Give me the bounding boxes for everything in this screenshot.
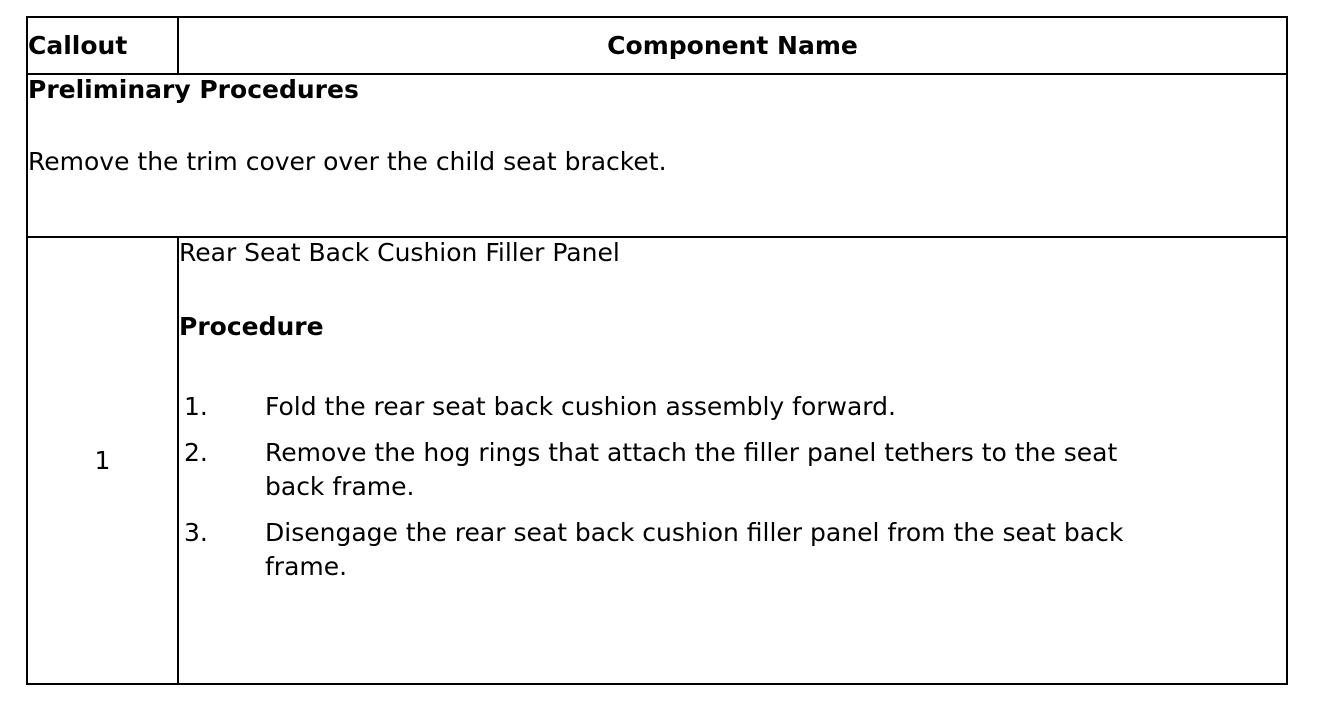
step-number: 2.	[184, 438, 208, 467]
step-number: 1.	[184, 392, 208, 421]
component-name: Rear Seat Back Cushion Filler Panel	[179, 238, 620, 267]
preliminary-text: Remove the trim cover over the child seat bracket.	[28, 147, 667, 176]
callout-number: 1	[27, 237, 178, 684]
component-cell	[178, 237, 1287, 684]
step-text: Remove the hog rings that attach the filler panel tethers to the seat back frame.	[265, 438, 1118, 501]
preliminary-title: Preliminary Procedures	[28, 75, 359, 104]
header-component-name: Component Name	[178, 17, 1287, 74]
procedure-table	[26, 16, 1288, 685]
preliminary-cell	[27, 74, 1287, 237]
header-row	[27, 17, 1287, 74]
list-item	[179, 516, 1286, 584]
table-row	[27, 237, 1287, 684]
preliminary-row	[27, 74, 1287, 237]
steps-list	[179, 390, 1286, 584]
step-text: Disengage the rear seat back cushion filler panel from the seat back frame.	[265, 518, 1124, 581]
procedure-title: Procedure	[179, 312, 324, 341]
list-item	[179, 390, 1286, 424]
header-callout: Callout	[27, 17, 178, 74]
step-text: Fold the rear seat back cushion assembly forward.	[265, 392, 896, 421]
list-item	[179, 436, 1286, 504]
step-number: 3.	[184, 518, 208, 547]
